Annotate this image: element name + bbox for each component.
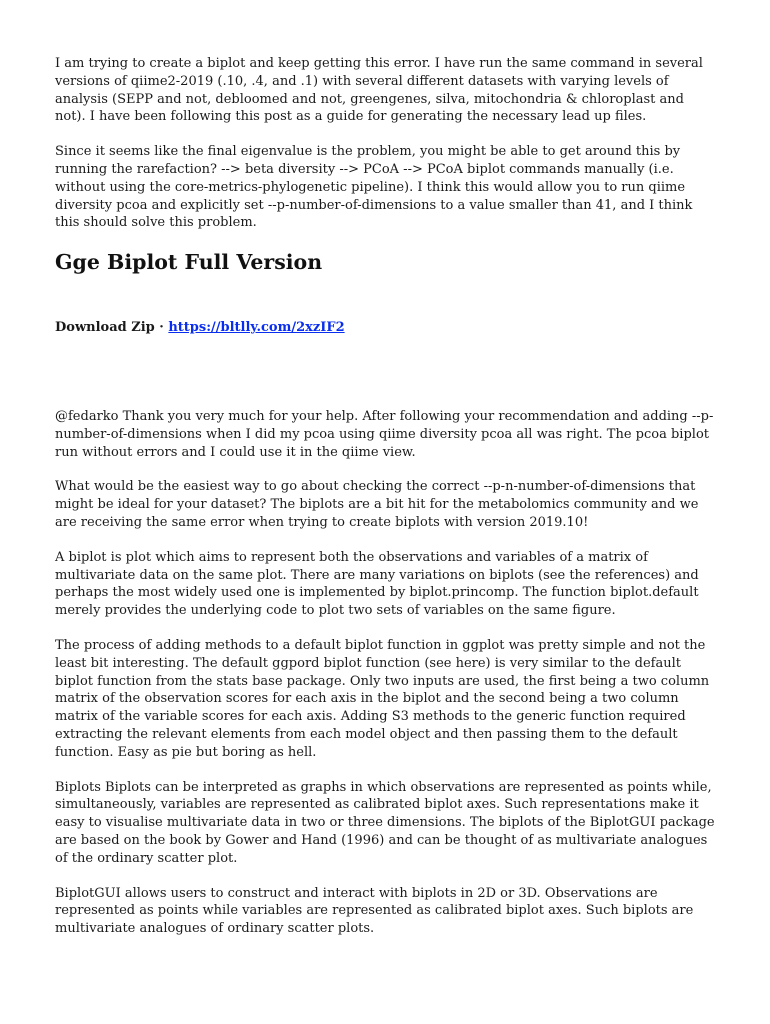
paragraph-biplot-definition: A biplot is plot which aims to represent both the observations and variables of a matrix of multivariate data on the same plot. There are many variations on biplots (see the references) and perhaps the most widely used one is implemented by biplot.princomp. The function biplot.default merely provides the underlying code to plot two sets of variables on the same figure. xyxy=(55,549,699,619)
paragraph-thanks: @fedarko Thank you very much for your help. After following your recommendation and adding --p-number-of-dimensions when I did my pcoa using qiime diversity pcoa all was right. The pcoa biplot run without errors and I could use it in the qiime view. xyxy=(55,408,714,460)
download-link[interactable]: https://bltlly.com/2xzIF2 xyxy=(168,320,345,336)
paragraph-ggplot-methods: The process of adding methods to a default biplot function in ggplot was pretty simple and not the least bit interesting. The default ggpord biplot function (see here) is very similar to the default biplot function from the stats base package. Only two inputs are used, the first being a two column matrix of the observation scores for each axis in the biplot and the second being a two column matrix of the variable scores for each axis. Adding S3 methods to the generic function required extracting the relevant elements from each model object and then passing them to the default function. Easy as pie but boring as hell. xyxy=(55,637,710,760)
download-label: Download Zip · xyxy=(55,320,169,336)
page-title: Gge Biplot Full Version xyxy=(55,250,323,275)
paragraph-biplot-interpretation: Biplots Biplots can be interpreted as graphs in which observations are represented as points while, simultaneously, variables are represented as calibrated biplot axes. Such representations make it easy to visualise multivariate data in two or three dimensions. The biplots of the BiplotGUI package are based on the book by Gower and Hand (1996) and can be thought of as multivariate analogues of the ordinary scatter plot. xyxy=(55,779,715,866)
paragraph-suggestion: Since it seems like the final eigenvalue is the problem, you might be able to get around this by running the rarefaction? --> beta diversity --> PCoA --> PCoA biplot commands manually (i.e. without using the core-metrics-phylogenetic pipeline). I think this would allow you to run qiime diversity pcoa and explicitly set --p-number-of-dimensions to a value smaller than 41, and I think this should solve this problem. xyxy=(55,144,693,231)
paragraph-biplotgui: BiplotGUI allows users to construct and interact with biplots in 2D or 3D. Observations are represented as points while variables are represented as calibrated biplot axes. Such biplots are multivariate analogues of ordinary scatter plots. xyxy=(55,885,694,937)
download-line xyxy=(55,319,715,337)
paragraph-intro: I am trying to create a biplot and keep getting this error. I have run the same command in several versions of qiime2-2019 (.10, .4, and .1) with several different datasets with varying levels of analysis (SEPP and not, debloomed and not, greengenes, silva, mitochondria & chloroplast and not). I have been following this post as a guide for generating the necessary lead up files. xyxy=(55,56,703,125)
document-page xyxy=(55,55,715,955)
paragraph-question: What would be the easiest way to go about checking the correct --p-n-number-of-dimensions that might be ideal for your dataset? The biplots are a bit hit for the metabolomics community and we are receiving the same error when trying to create biplots with version 2019.10! xyxy=(55,479,699,530)
